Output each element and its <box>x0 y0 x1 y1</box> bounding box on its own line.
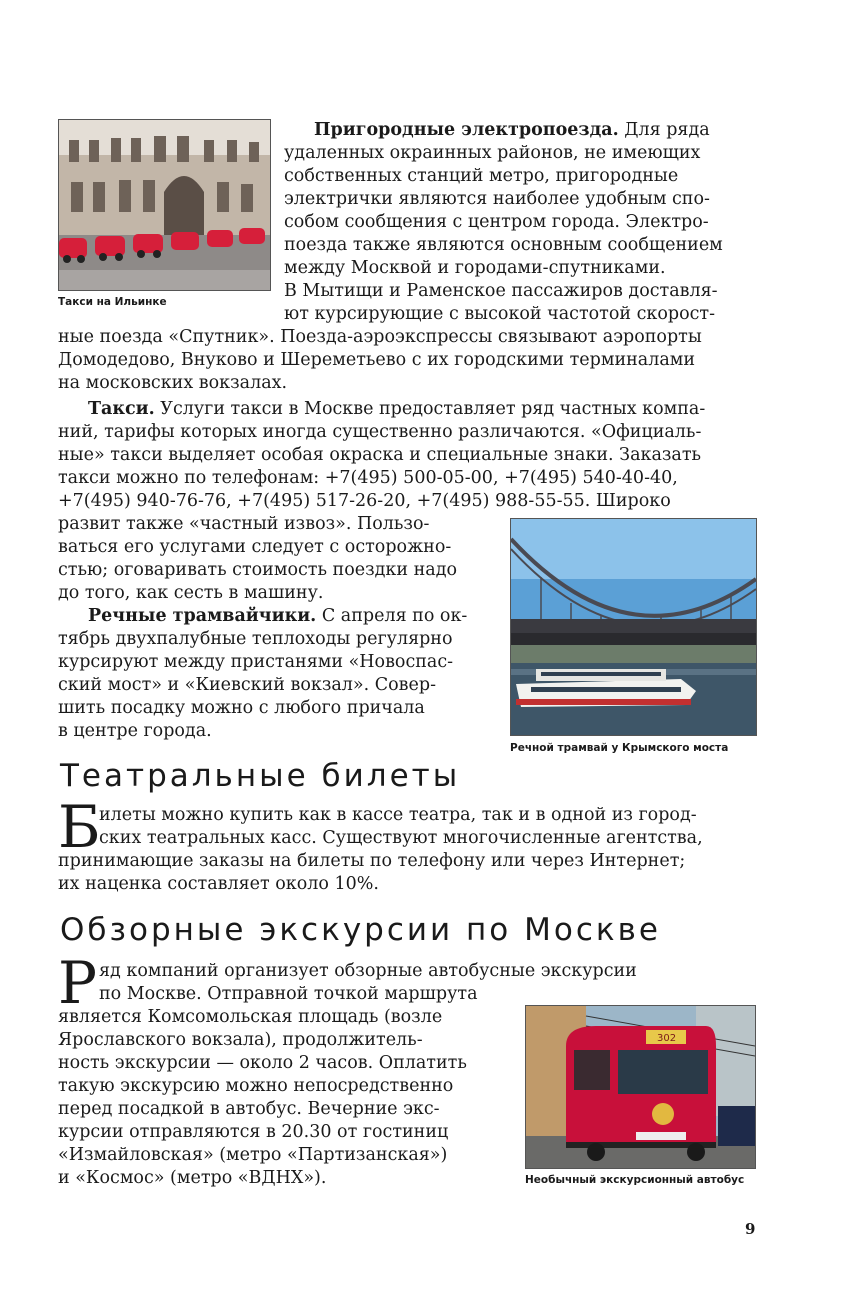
text-line: такси можно по телефонам: +7(495) 500-05-00, +7(495) 540-40-40, <box>58 468 678 488</box>
bus-caption: Необычный экскурсионный автобус <box>525 1174 745 1186</box>
river-tram-photo <box>510 518 757 736</box>
page-number: 9 <box>745 1220 756 1238</box>
text-line: яд компаний организует обзорные автобусные экскурсии <box>99 961 637 981</box>
text-line: ные поезда «Спутник». Поезда-аэроэкспрессы связывают аэропорты <box>58 327 702 347</box>
text-span: Для ряда <box>618 120 710 140</box>
dropcap-b: Б <box>58 793 101 861</box>
text-line: ют курсирующие с высокой частотой скорост- <box>284 304 716 324</box>
text-line: ваться его услугами следует с осторожно- <box>58 537 452 557</box>
text-line: их наценка составляет около 10%. <box>58 874 379 894</box>
taxi-caption: Такси на Ильинке <box>58 296 167 308</box>
section-heading-theatre: Театральные билеты <box>60 758 461 794</box>
text-line: «Измайловская» (метро «Партизанская») <box>58 1145 448 1165</box>
text-line: илеты можно купить как в кассе театра, так и в одной из город- <box>99 805 697 825</box>
text-line: Домодедово, Внуково и Шереметьево с их городскими терминалами <box>58 350 696 370</box>
text-line: В Мытищи и Раменское пассажиров доставля- <box>284 281 718 301</box>
text-line: на московских вокзалах. <box>58 373 288 393</box>
text-line <box>88 398 705 421</box>
text-line <box>88 605 467 628</box>
text-line: +7(495) 940-76-76, +7(495) 517-26-20, +7(495) 988-55-55. Широко <box>58 491 671 511</box>
text-line: ность экскурсии — около 2 часов. Оплатить <box>58 1053 467 1073</box>
dropcap-r: Р <box>58 949 98 1017</box>
text-line <box>314 119 710 142</box>
text-line: ний, тарифы которых иногда существенно различаются. «Официаль- <box>58 422 702 442</box>
text-line: тябрь двухпалубные теплоходы регулярно <box>58 629 453 649</box>
text-line: курсии отправляются в 20.30 от гостиниц <box>58 1122 449 1142</box>
text-line: ные» такси выделяет особая окраска и специальные знаки. Заказать <box>58 445 702 465</box>
bus-number: 302 <box>657 1033 677 1044</box>
text-line: электрички являются наиболее удобным спо- <box>284 189 710 209</box>
bus-photo <box>525 1005 756 1169</box>
text-line: в центре города. <box>58 721 212 741</box>
text-line: собом сообщения с центром города. Электро- <box>284 212 709 232</box>
subheading-river-trams: Речные трамвайчики. <box>88 606 317 626</box>
text-span: С апреля по ок- <box>316 606 468 626</box>
text-line: перед посадкой в автобус. Вечерние экс- <box>58 1099 440 1119</box>
text-line: по Москве. Отправной точкой маршрута <box>99 984 478 1004</box>
taxi-photo <box>58 119 271 291</box>
text-line: между Москвой и городами-спутниками. <box>284 258 666 278</box>
text-line: принимающие заказы на билеты по телефону или через Интернет; <box>58 851 686 871</box>
text-line: ский мост» и «Киевский вокзал». Совер- <box>58 675 437 695</box>
river-tram-caption: Речной трамвай у Крымского моста <box>510 742 729 754</box>
text-line: и «Космос» (метро «ВДНХ»). <box>58 1168 327 1188</box>
bus-illustration <box>526 1006 755 1168</box>
text-span: Услуги такси в Москве предоставляет ряд частных компа- <box>154 399 706 419</box>
text-line: ских театральных касс. Существуют многочисленные агентства, <box>99 828 703 848</box>
text-line: развит также «частный извоз». Пользо- <box>58 514 430 534</box>
taxi-illustration <box>59 120 270 290</box>
text-line: Ярославского вокзала), продолжитель- <box>58 1030 423 1050</box>
river-tram-illustration <box>511 519 756 735</box>
subheading-trains: Пригородные электропоезда. <box>314 120 619 140</box>
text-line: удаленных окраинных районов, не имеющих <box>284 143 701 163</box>
text-line: поезда также являются основным сообщением <box>284 235 723 255</box>
section-heading-tours: Обзорные экскурсии по Москве <box>60 912 661 948</box>
text-line: до того, как сесть в машину. <box>58 583 324 603</box>
subheading-taxi: Такси. <box>88 399 155 419</box>
text-line: стью; оговаривать стоимость поездки надо <box>58 560 458 580</box>
text-line: такую экскурсию можно непосредственно <box>58 1076 454 1096</box>
text-line: курсируют между пристанями «Новоспас- <box>58 652 454 672</box>
text-line: собственных станций метро, пригородные <box>284 166 679 186</box>
text-line: является Комсомольская площадь (возле <box>58 1007 443 1027</box>
text-line: шить посадку можно с любого причала <box>58 698 425 718</box>
